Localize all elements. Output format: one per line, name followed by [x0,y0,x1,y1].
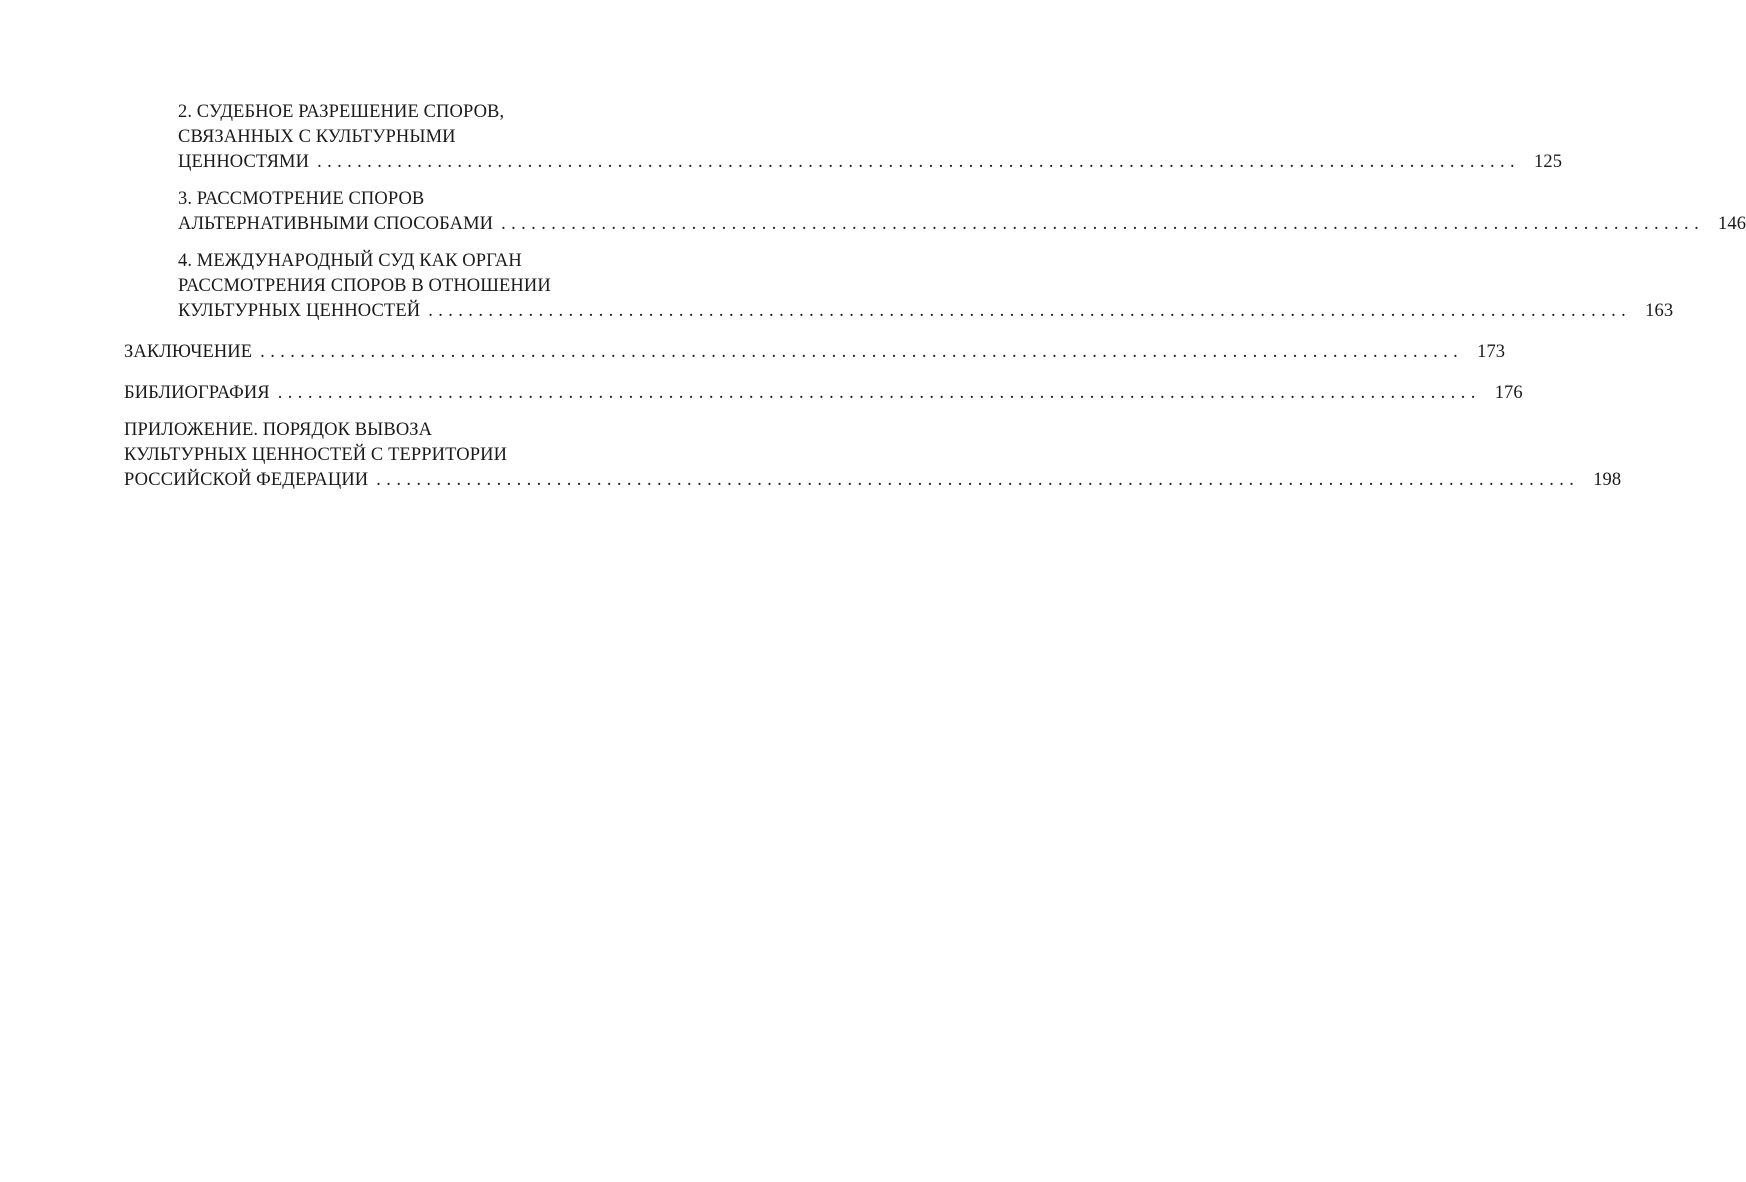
toc-entry-conclusion[interactable] [124,340,1506,365]
toc-page-number: 176 [1494,383,1523,403]
table-of-contents [124,100,1746,493]
toc-page-number: 125 [1534,152,1563,172]
dot-leader: ........................................................................................................................ [501,214,1705,234]
toc-entry-title-line: СВЯЗАННЫХ С КУЛЬТУРНЫМИ [178,127,456,147]
toc-entry-last-line [124,381,1523,406]
toc-entry-title-line: АЛЬТЕРНАТИВНЫМИ СПОСОБАМИ [178,214,494,234]
toc-entry-title-line: ПРИЛОЖЕНИЕ. ПОРЯДОК ВЫВОЗА [124,420,433,440]
toc-entry-international-court[interactable] [124,249,1674,324]
dot-leader: ........................................................................................................................ [317,152,1521,172]
toc-page-number: 198 [1593,470,1622,490]
toc-entry-last-line [178,299,1674,324]
toc-entry-appendix[interactable] [124,418,1622,493]
toc-entry-title-line: РАССМОТРЕНИЯ СПОРОВ В ОТНОШЕНИИ [178,276,551,296]
toc-entry-title-line: ЦЕННОСТЯМИ [178,152,310,172]
dot-leader: ........................................................................................................................ [277,383,1481,403]
toc-entry-alternative-methods[interactable] [124,187,1746,237]
dot-leader: ........................................................................................................................ [428,301,1632,321]
toc-entry-title-line: 2. СУДЕБНОЕ РАЗРЕШЕНИЕ СПОРОВ, [178,102,505,122]
toc-entry-last-line [124,340,1506,365]
toc-entry-title-line: РОССИЙСКОЙ ФЕДЕРАЦИИ [124,470,369,490]
toc-entry-title-line: 4. МЕЖДУНАРОДНЫЙ СУД КАК ОРГАН [178,251,522,271]
toc-entry-bibliography[interactable] [124,381,1523,406]
toc-entry-last-line [178,150,1563,175]
toc-entry-title-line: БИБЛИОГРАФИЯ [124,383,270,403]
toc-page-number: 163 [1645,301,1674,321]
toc-entry-last-line [178,212,1746,237]
toc-entry-title-line: КУЛЬТУРНЫХ ЦЕННОСТЕЙ [178,301,421,321]
toc-entry-title-line: 3. РАССМОТРЕНИЕ СПОРОВ [178,189,425,209]
toc-entry-judicial-resolution[interactable] [124,100,1563,175]
toc-entry-title-line: ЗАКЛЮЧЕНИЕ [124,342,253,362]
toc-page-number: 173 [1477,342,1506,362]
toc-entry-last-line [124,468,1622,493]
dot-leader: ........................................................................................................................ [260,342,1464,362]
toc-page-number: 146 [1718,214,1746,234]
dot-leader: ........................................................................................................................ [376,470,1580,490]
toc-entry-title-line: КУЛЬТУРНЫХ ЦЕННОСТЕЙ С ТЕРРИТОРИИ [124,445,508,465]
